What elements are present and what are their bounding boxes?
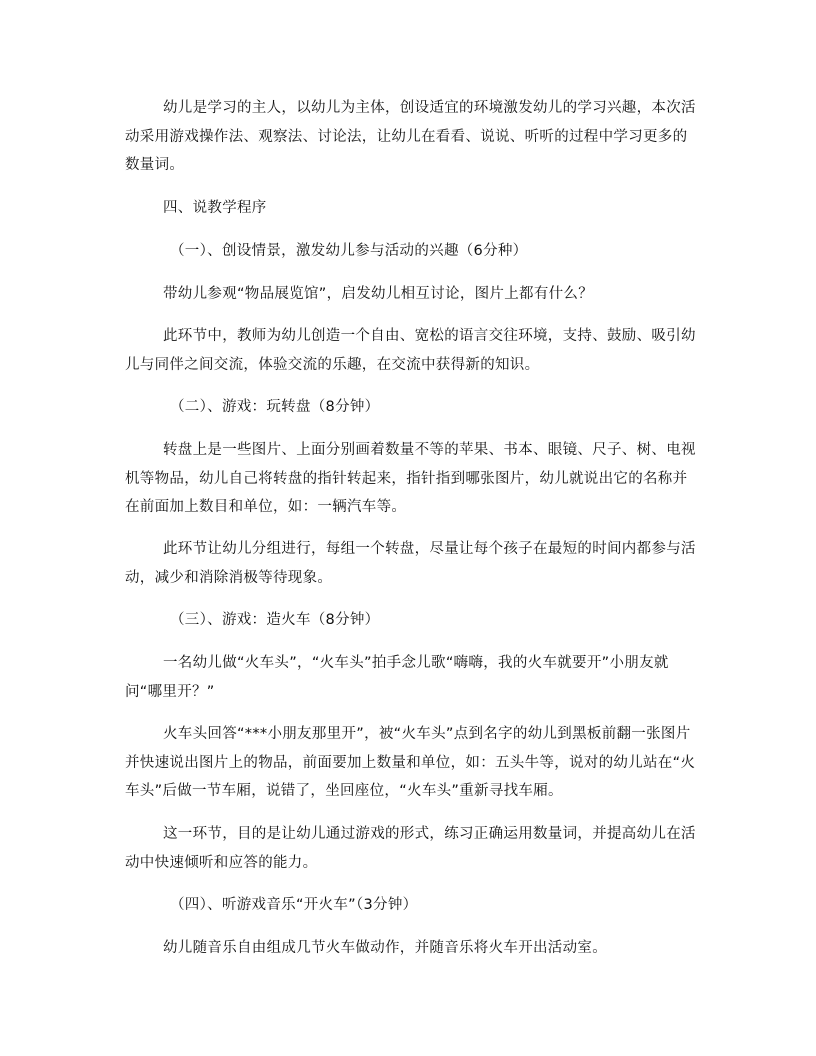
- step-3-activity: 一名幼儿做“火车头”，“火车头”拍手念儿歌“嗨嗨，我的火车就要开”小朋友就问“哪里开？”: [125, 655, 669, 700]
- step-3-rules: 火车头回答“***小朋友那里开”，被“火车头”点到名字的幼儿到黑板前翻一张图片并快速说出图片上的物品，前面要加上数量和单位，如：五头牛等，说对的幼儿站在“火车头”后做一节车厢，说错了，坐回座位，“火车头”重新寻找车厢。: [125, 726, 696, 799]
- step-2-explanation: 此环节让幼儿分组进行，每组一个转盘，尽量让每个孩子在最短的时间内都参与活动，减少和消除消极等待现象。: [125, 541, 696, 586]
- paragraph-teaching-method: 幼儿是学习的主人，以幼儿为主体，创设适宜的环境激发幼儿的学习兴趣，本次活动采用游戏操作法、观察法、讨论法，让幼儿在看看、说说、听听的过程中学习更多的数量词。: [125, 100, 696, 173]
- step-2-activity: 转盘上是一些图片、上面分别画着数量不等的苹果、书本、眼镜、尺子、树、电视机等物品，幼儿自己将转盘的指针转起来，指针指到哪张图片，幼儿就说出它的名称并在前面加上数目和单位，如：一辆汽车等。: [125, 442, 696, 515]
- step-1-heading: （一）、创设情景，激发幼儿参与活动的兴趣（6分种）: [170, 243, 528, 259]
- step-4-activity: 幼儿随音乐自由组成几节火车做动作，并随音乐将火车开出活动室。: [163, 940, 607, 956]
- step-3-explanation: 这一环节，目的是让幼儿通过游戏的形式，练习正确运用数量词，并提高幼儿在活动中快速倾听和应答的能力。: [125, 826, 696, 871]
- step-3-heading: （三）、游戏：造火车（8分钟）: [170, 612, 380, 628]
- step-4-heading: （四）、听游戏音乐“开火车”（3分钟）: [170, 897, 418, 913]
- step-1-activity: 带幼儿参观“物品展览馆”，启发幼儿相互讨论，图片上都有什么？: [163, 286, 594, 302]
- section-heading-teaching-procedure: 四、说教学程序: [163, 200, 267, 216]
- step-1-explanation: 此环节中，教师为幼儿创造一个自由、宽松的语言交往环境，支持、鼓励、吸引幼儿与同伴之间交流，体验交流的乐趣，在交流中获得新的知识。: [125, 328, 696, 373]
- step-2-heading: （二）、游戏：玩转盘（8分钟）: [170, 399, 380, 415]
